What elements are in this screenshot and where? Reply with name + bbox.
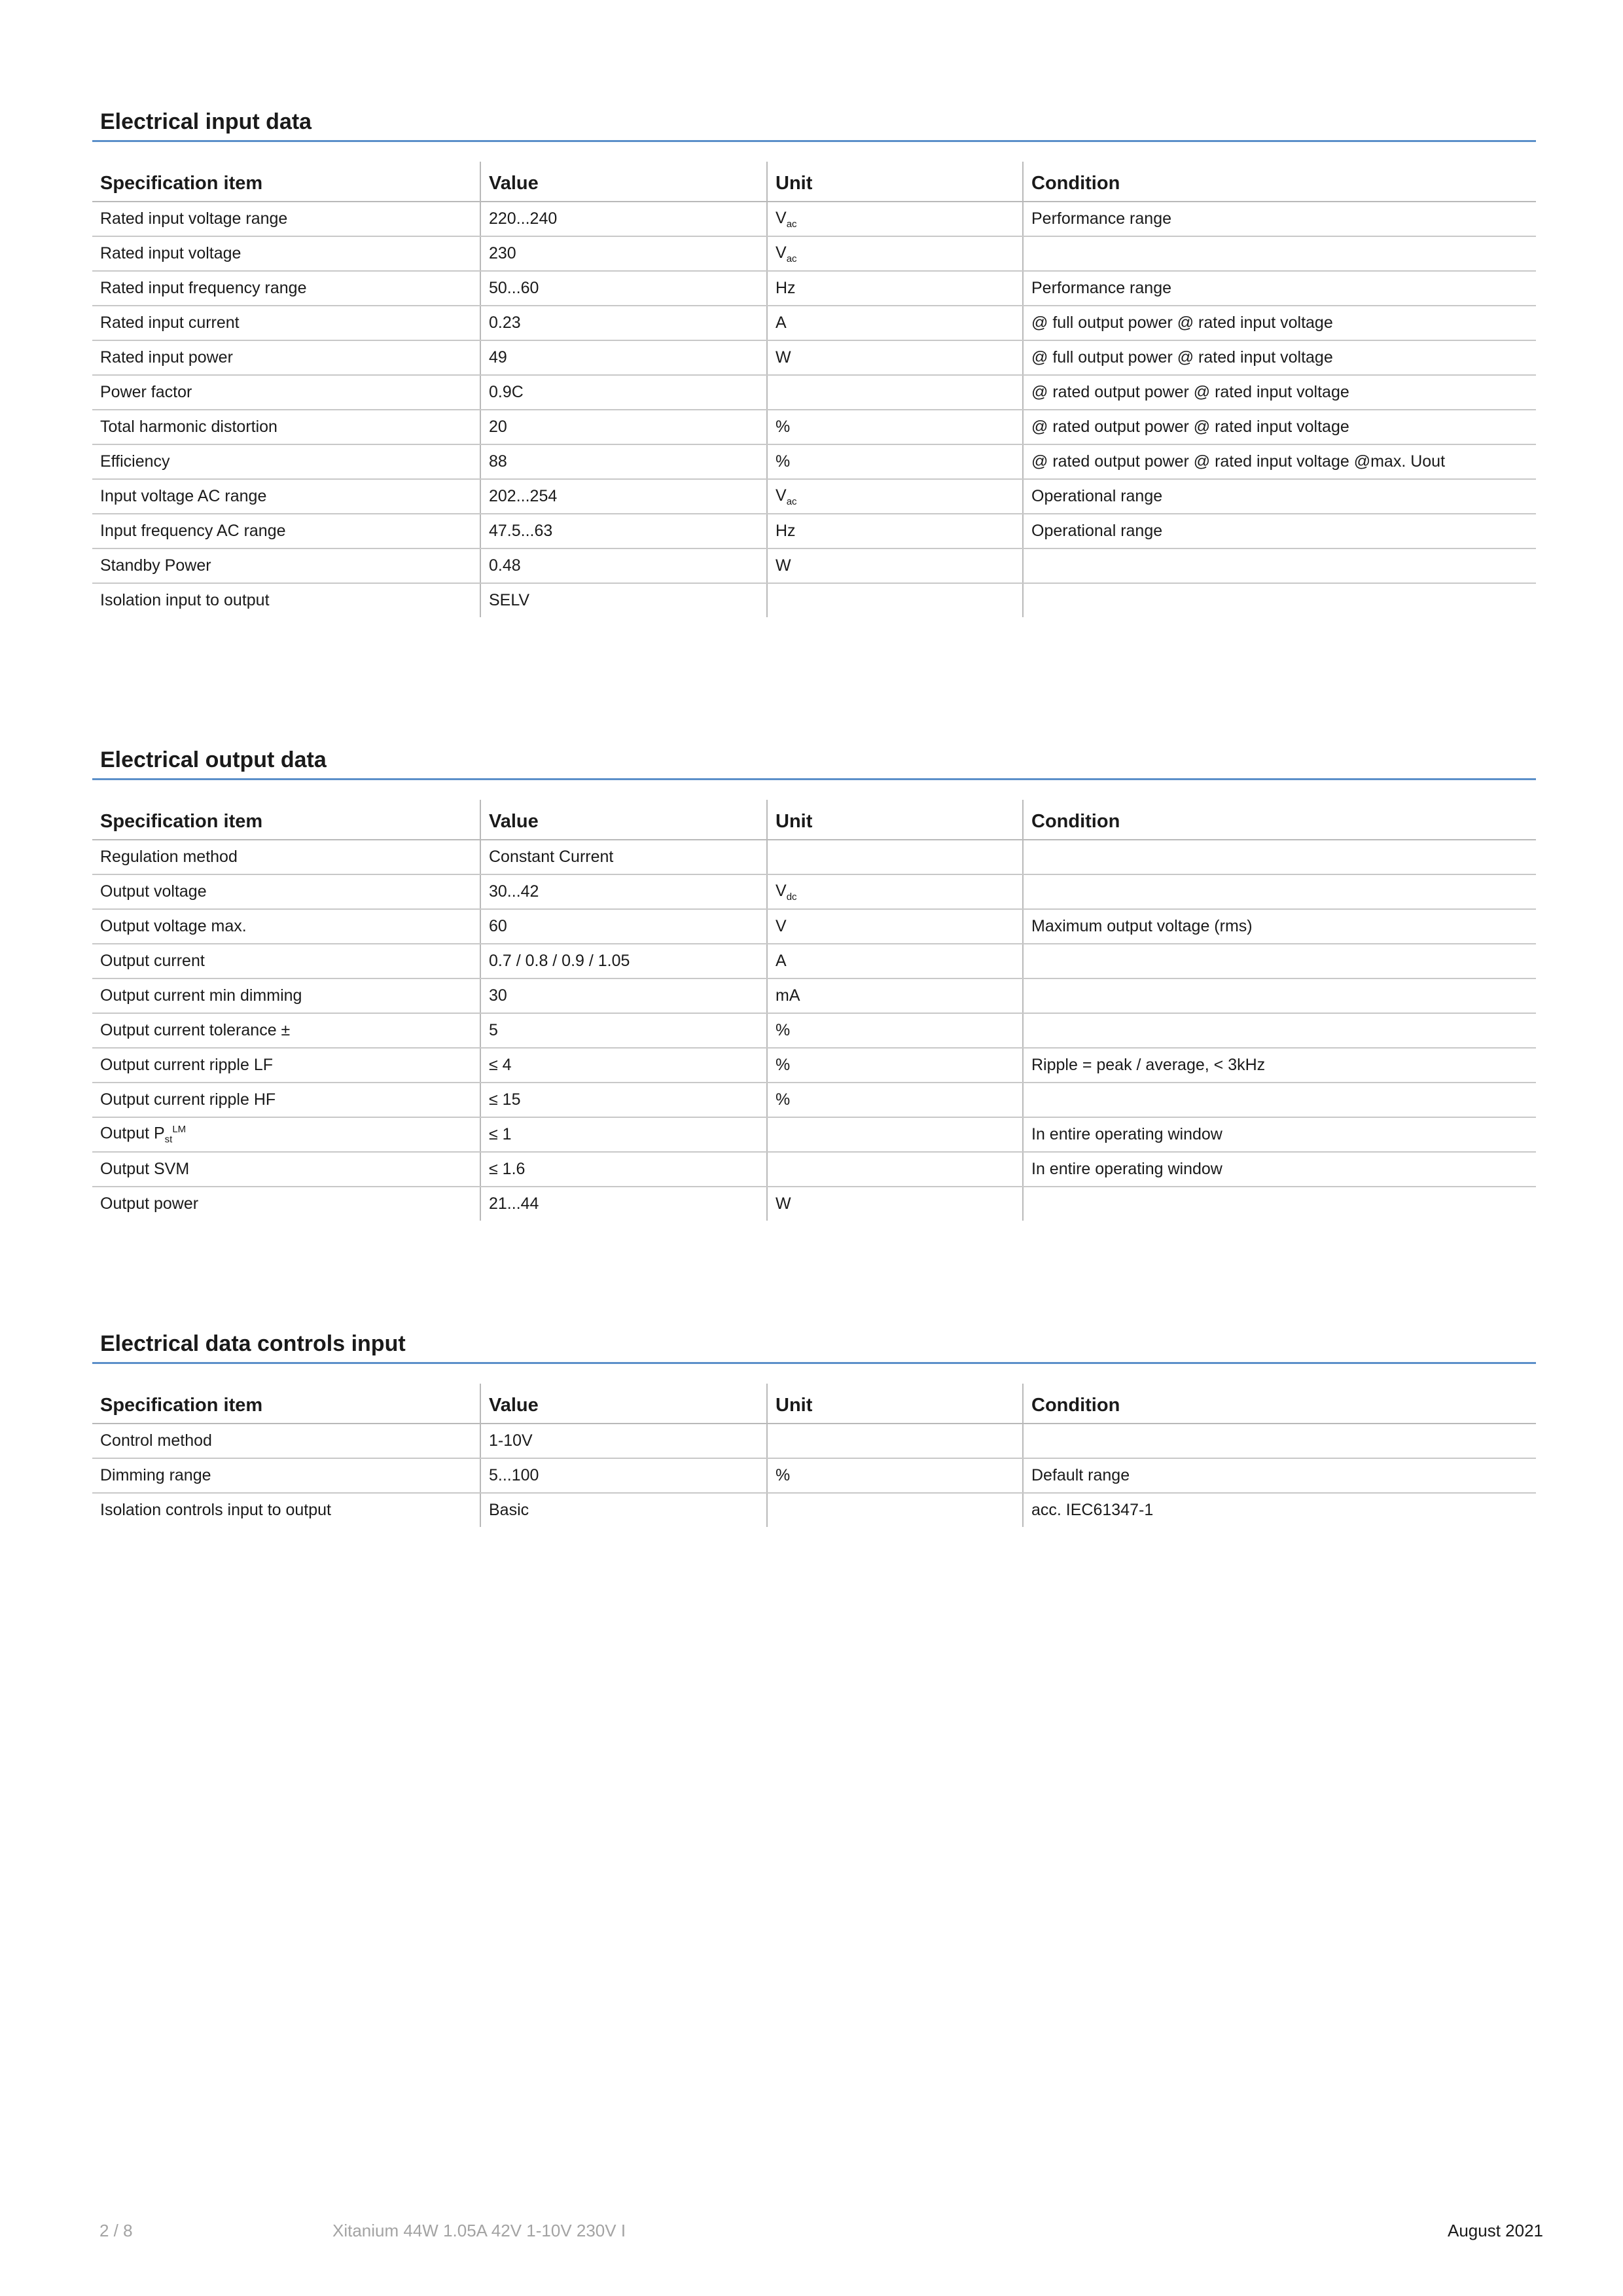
spec-item-cell: Output power: [100, 1194, 199, 1213]
value-cell: 30...42: [480, 874, 767, 909]
condition-cell: Default range: [1023, 1458, 1536, 1493]
unit-cell: W: [767, 340, 1023, 375]
spec-item-cell: Output SVM: [92, 1152, 480, 1187]
section-electrical-output: [92, 742, 1536, 1221]
table-row: [92, 1493, 1536, 1527]
unit-cell: A: [767, 944, 1023, 978]
spec-item-cell: Rated input current: [92, 306, 480, 340]
spec-item-cell: Regulation method: [92, 840, 480, 874]
table-row: [92, 202, 1536, 236]
value-cell: 20: [480, 410, 767, 444]
spec-item-cell: Dimming range: [92, 1458, 480, 1493]
header-condition: Condition: [1023, 1384, 1536, 1424]
table-body: [92, 1424, 1536, 1527]
section-electrical-input: [92, 103, 1536, 617]
unit-cell: %: [767, 410, 1023, 444]
condition-cell: @ full output power @ rated input voltage: [1023, 306, 1536, 340]
section-title: Electrical input data: [92, 103, 1536, 142]
header-unit: Unit: [767, 1384, 1023, 1424]
value-cell: 21...44: [480, 1187, 767, 1221]
table-row: [92, 548, 1536, 583]
header-value: Value: [480, 800, 767, 840]
header-unit: Unit: [767, 800, 1023, 840]
spec-item-cell: Output current ripple LF: [92, 1048, 480, 1083]
spec-item-cell: Input voltage AC range: [92, 479, 480, 514]
table-header-row: [92, 1384, 1536, 1424]
document-date: August 2021: [1447, 2221, 1543, 2240]
unit-cell: $V_{ac}$: [767, 202, 1023, 236]
spec-table-controls: [92, 1384, 1536, 1527]
table-header-row: [92, 162, 1536, 202]
unit-cell: mA: [767, 978, 1023, 1013]
spec-item-cell: Power factor: [92, 375, 480, 410]
unit-cell: A: [767, 306, 1023, 340]
unit-cell: [767, 1152, 1023, 1187]
section-title: Electrical data controls input: [92, 1325, 1536, 1364]
spec-item-cell: Output current: [92, 944, 480, 978]
condition-cell: [1023, 1083, 1536, 1117]
condition-cell: Operational range: [1023, 514, 1536, 548]
table-row: [92, 1458, 1536, 1493]
value-cell: 220...240: [480, 202, 767, 236]
value-cell: ≤ 4: [480, 1048, 767, 1083]
condition-cell: @ rated output power @ rated input voltage: [1023, 410, 1536, 444]
condition-cell: Operational range: [1023, 479, 1536, 514]
condition-cell: [1023, 840, 1536, 874]
unit-cell: [767, 1117, 1023, 1152]
value-cell: 230: [480, 236, 767, 271]
unit-cell: $V_{ac}$: [767, 479, 1023, 514]
unit-cell: %: [767, 1458, 1023, 1493]
spec-table-output: [92, 800, 1536, 1221]
condition-cell: In entire operating window: [1023, 1152, 1536, 1187]
spec-item-cell: Standby Power: [92, 548, 480, 583]
spec-item-cell: Rated input voltage range: [92, 202, 480, 236]
table-row: [92, 236, 1536, 271]
table-row: [92, 944, 1536, 978]
spec-item-cell: Output voltage: [92, 874, 480, 909]
spec-item-cell: Rated input frequency range: [92, 271, 480, 306]
table-header-row: [92, 800, 1536, 840]
header-spec-item: Specification item: [92, 162, 480, 202]
table-row: [92, 1013, 1536, 1048]
table-row: [92, 1048, 1536, 1083]
value-cell: SELV: [480, 583, 767, 617]
spec-item-cell: Total harmonic distortion: [92, 410, 480, 444]
value-cell: 5...100: [480, 1458, 767, 1493]
value-cell: 0.48: [480, 548, 767, 583]
condition-cell: @ full output power @ rated input voltage: [1023, 340, 1536, 375]
product-name: Xitanium 44W 1.05A 42V 1-10V 230V I: [332, 2221, 626, 2240]
header-value: Value: [480, 162, 767, 202]
table-row: [92, 909, 1536, 944]
unit-cell: [767, 840, 1023, 874]
value-cell: 30: [480, 978, 767, 1013]
table-row: [92, 1083, 1536, 1117]
unit-cell: [767, 1424, 1023, 1458]
table-body: [92, 202, 1536, 617]
unit-cell: V: [767, 909, 1023, 944]
spec-item-cell: Isolation input to output: [100, 591, 270, 609]
spec-item-cell: Control method: [92, 1424, 480, 1458]
unit-cell: %: [767, 1013, 1023, 1048]
unit-cell: W: [767, 1187, 1023, 1221]
spec-item-cell: Isolation controls input to output: [100, 1501, 332, 1519]
unit-cell: %: [767, 444, 1023, 479]
value-cell: 0.7 / 0.8 / 0.9 / 1.05: [480, 944, 767, 978]
table-row: [92, 444, 1536, 479]
unit-cell: W: [767, 548, 1023, 583]
unit-cell: $V_{ac}$: [767, 236, 1023, 271]
unit-cell: [767, 583, 1023, 617]
condition-cell: [1023, 978, 1536, 1013]
value-cell: 60: [480, 909, 767, 944]
condition-cell: [1023, 1424, 1536, 1458]
value-cell: 0.9C: [480, 375, 767, 410]
table-row: [92, 978, 1536, 1013]
page-number: 2 / 8: [99, 2221, 133, 2240]
value-cell: ≤ 15: [480, 1083, 767, 1117]
value-cell: Constant Current: [480, 840, 767, 874]
condition-cell: [1023, 874, 1536, 909]
spec-item-cell: Output voltage max.: [92, 909, 480, 944]
condition-cell: Maximum output voltage (rms): [1023, 909, 1536, 944]
condition-cell: acc. IEC61347-1: [1023, 1493, 1536, 1527]
table-row: [92, 410, 1536, 444]
spec-item-cell: Output current min dimming: [92, 978, 480, 1013]
table-row: [92, 1117, 1536, 1152]
unit-cell: Hz: [767, 271, 1023, 306]
table-row: [92, 840, 1536, 874]
condition-cell: [1023, 1013, 1536, 1048]
header-condition: Condition: [1023, 800, 1536, 840]
spec-item-cell: Output current ripple HF: [92, 1083, 480, 1117]
condition-cell: [1023, 236, 1536, 271]
unit-cell: [767, 1493, 1023, 1527]
unit-cell: %: [767, 1083, 1023, 1117]
unit-cell: [767, 375, 1023, 410]
value-cell: 88: [480, 444, 767, 479]
value-cell: 47.5...63: [480, 514, 767, 548]
header-value: Value: [480, 1384, 767, 1424]
unit-cell: %: [767, 1048, 1023, 1083]
table-row: [92, 1152, 1536, 1187]
table-row: [92, 1187, 1536, 1221]
table-row: [92, 1424, 1536, 1458]
condition-cell: In entire operating window: [1023, 1117, 1536, 1152]
condition-cell: Performance range: [1023, 271, 1536, 306]
table-body: [92, 840, 1536, 1221]
condition-cell: Performance range: [1023, 202, 1536, 236]
spec-item-cell: Output current tolerance ±: [92, 1013, 480, 1048]
header-condition: Condition: [1023, 162, 1536, 202]
table-row: [92, 514, 1536, 548]
spec-table-input: [92, 162, 1536, 617]
header-spec-item: Specification item: [92, 800, 480, 840]
table-row: [92, 583, 1536, 617]
condition-cell: [1023, 548, 1536, 583]
spec-item-cell: Rated input power: [92, 340, 480, 375]
condition-cell: [1023, 583, 1536, 617]
header-spec-item: Specification item: [92, 1384, 480, 1424]
value-cell: 202...254: [480, 479, 767, 514]
value-cell: 1-10V: [480, 1424, 767, 1458]
table-row: [92, 306, 1536, 340]
header-unit: Unit: [767, 162, 1023, 202]
table-row: [92, 375, 1536, 410]
condition-cell: [1023, 1187, 1536, 1221]
unit-cell: $V_{dc}$: [767, 874, 1023, 909]
table-row: [92, 340, 1536, 375]
spec-item-cell: Efficiency: [92, 444, 480, 479]
unit-cell: Hz: [767, 514, 1023, 548]
condition-cell: [1023, 944, 1536, 978]
value-cell: ≤ 1.6: [480, 1152, 767, 1187]
table-row: [92, 874, 1536, 909]
value-cell: 49: [480, 340, 767, 375]
table-row: [92, 479, 1536, 514]
value-cell: ≤ 1: [480, 1117, 767, 1152]
section-title: Electrical output data: [92, 742, 1536, 780]
section-electrical-controls: [92, 1325, 1536, 1527]
value-cell: Basic: [480, 1493, 767, 1527]
value-cell: 5: [480, 1013, 767, 1048]
condition-cell: @ rated output power @ rated input voltage @max. Uout: [1023, 444, 1536, 479]
value-cell: 0.23: [480, 306, 767, 340]
spec-item-cell: Rated input voltage: [92, 236, 480, 271]
table-row: [92, 271, 1536, 306]
value-cell: 50...60: [480, 271, 767, 306]
condition-cell: Ripple = peak / average, < 3kHz: [1023, 1048, 1536, 1083]
condition-cell: @ rated output power @ rated input voltage: [1023, 375, 1536, 410]
spec-item-cell: Input frequency AC range: [92, 514, 480, 548]
spec-item-cell: Output $P_{st}^{LM}$: [92, 1117, 480, 1152]
